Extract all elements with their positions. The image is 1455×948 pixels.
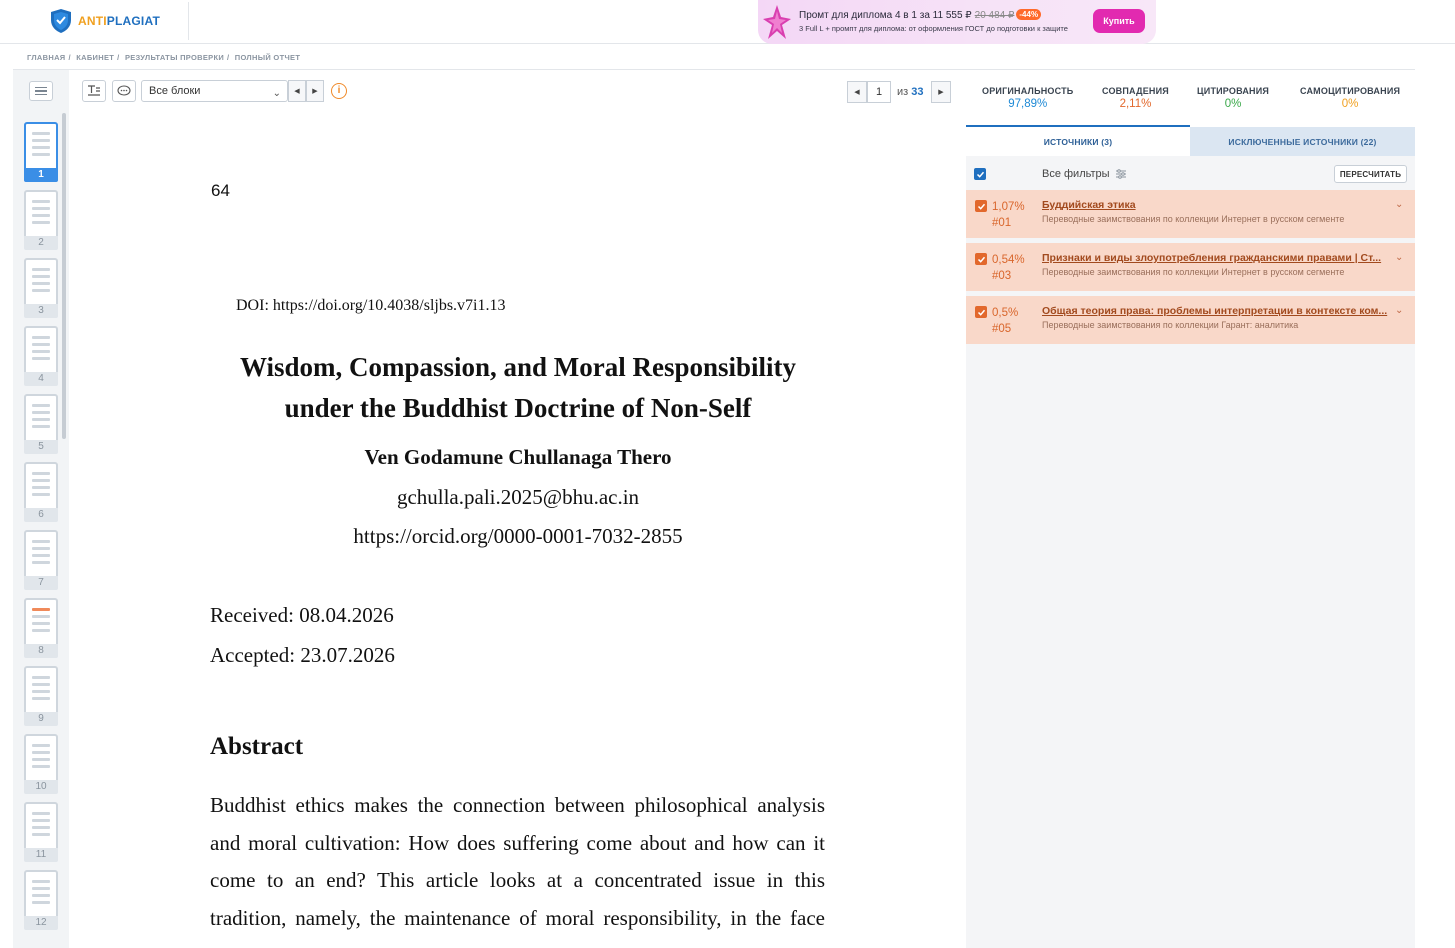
page-thumbnail-number: 10 [24, 780, 58, 794]
page-thumbnail[interactable] [24, 122, 58, 182]
promo-discount-badge: -44% [1016, 9, 1041, 20]
source-percent: 0,5% #05 [992, 307, 1019, 335]
page-thumbnail[interactable] [24, 258, 58, 318]
page-thumbnail-number: 9 [24, 712, 58, 726]
doi: DOI: https://doi.org/10.4038/sljbs.v7i1.13 [236, 297, 506, 314]
page-thumbnail-number: 11 [24, 848, 58, 862]
select-all-checkbox[interactable] [974, 168, 986, 180]
breadcrumb-cabinet[interactable]: КАБИНЕТ [76, 53, 115, 62]
page-thumbnail-number: 8 [24, 644, 58, 658]
citations-value: 0% [1224, 98, 1242, 110]
author-email: gchulla.pali.2025@bhu.ac.in [396, 485, 640, 509]
block-filter-select[interactable] [141, 80, 288, 102]
page-thumbnails-panel [13, 70, 69, 948]
page-thumbnail[interactable] [24, 802, 58, 862]
chevron-down-icon[interactable]: ⌄ [1395, 199, 1404, 210]
chevron-down-icon[interactable]: ⌄ [1395, 305, 1404, 316]
page-number: 64 [211, 181, 230, 200]
info-icon[interactable]: i [331, 83, 347, 99]
shield-logo-icon [50, 8, 72, 34]
promo-title: Промт для диплома 4 в 1 за 11 555 ₽ 20 484 ₽ -44% [799, 9, 1041, 21]
tab-sources[interactable]: ИСТОЧНИКИ (3) [966, 127, 1190, 156]
page-thumbnail[interactable] [24, 530, 58, 590]
abstract-line: tradition, namely, the maintenance of moral responsibility, in the face [210, 905, 825, 930]
page-thumbnail-number: 4 [24, 372, 58, 386]
sources-tabs [966, 127, 1415, 156]
page-thumbnail-number: 12 [24, 916, 58, 930]
breadcrumb: ГЛАВНАЯ / КАБИНЕТ / РЕЗУЛЬТАТЫ ПРОВЕРКИ / ПОЛНЫЙ ОТЧЕТ [27, 53, 301, 62]
abstract-text [210, 787, 825, 937]
block-filter-value: Все блоки [149, 85, 201, 97]
source-percent: 1,07% #01 [992, 201, 1025, 229]
page-thumbnail[interactable] [24, 462, 58, 522]
abstract-line: and moral cultivation: How does suffering come about and how can it [210, 830, 825, 855]
prev-block-button[interactable]: ◀ [288, 80, 306, 102]
source-title-link[interactable]: Признаки и виды злоупотребления гражданскими правами | Ст... [1042, 252, 1382, 264]
antiplagiat-logo[interactable] [50, 6, 160, 36]
abstract-line: come to an end? This article looks at a concentrated issue in this [210, 868, 825, 892]
source-description: Переводные заимствования по коллекции Интернет в русском сегменте [1042, 214, 1345, 224]
check-icon [977, 255, 986, 264]
source-item[interactable] [966, 190, 1415, 238]
page-thumbnail[interactable] [24, 870, 58, 930]
source-id: #01 [992, 217, 1012, 229]
source-id: #03 [992, 270, 1012, 282]
thumbnails-menu-icon[interactable] [29, 81, 53, 101]
text-layer-icon[interactable] [82, 80, 106, 102]
recalculate-button[interactable]: ПЕРЕСЧИТАТЬ [1334, 165, 1407, 183]
filter-sliders-icon [1115, 169, 1127, 179]
source-percent: 0,54% #03 [992, 254, 1025, 282]
comment-icon[interactable] [112, 80, 136, 102]
document-page [70, 115, 960, 948]
star-icon [762, 3, 792, 43]
author-name: Ven Godamune Chullanaga Thero [364, 445, 672, 469]
prev-page-button[interactable]: ◀ [847, 81, 867, 103]
matches-value: 2,11% [1119, 98, 1152, 110]
all-filters-label: Все фильтры [1042, 168, 1110, 180]
received-date: Received: 08.04.2026 [210, 603, 394, 627]
page-thumbnail[interactable] [24, 394, 58, 454]
sources-panel [966, 156, 1415, 948]
source-title-link[interactable]: Общая теория права: проблемы интерпретации в контексте ком... [1042, 305, 1388, 317]
page-thumbnail[interactable] [24, 666, 58, 726]
page-total: из 33 [897, 86, 924, 98]
abstract-line: Buddhist ethics makes the connection between philosophical analysis [210, 793, 825, 817]
citations-stat[interactable]: ЦИТИРОВАНИЯ 0% [1197, 86, 1270, 110]
source-id: #05 [992, 323, 1012, 335]
accepted-date: Accepted: 23.07.2026 [210, 643, 395, 667]
article-title: Wisdom, Compassion, and Moral Responsibility under the Buddhist Doctrine of Non-Self [239, 352, 797, 423]
abstract-heading: Abstract [210, 733, 304, 760]
promo-subtitle: 3 Full L + промпт для диплома: от оформления ГОСТ до подготовки к защите [799, 24, 1068, 33]
top-bar [0, 0, 1455, 44]
promo-banner[interactable] [758, 0, 1156, 44]
originality-value: 97,89% [1008, 98, 1048, 110]
check-icon [976, 170, 985, 179]
logo-text: ANTIPLAGIAT [78, 14, 160, 28]
page-thumbnail[interactable] [24, 598, 58, 658]
breadcrumb-home[interactable]: ГЛАВНАЯ [27, 53, 66, 62]
matches-stat[interactable]: СОВПАДЕНИЯ 2,11% [1102, 86, 1169, 110]
next-page-button[interactable]: ▶ [931, 81, 951, 103]
breadcrumb-full-report: ПОЛНЫЙ ОТЧЕТ [234, 53, 301, 62]
source-item[interactable] [966, 243, 1415, 291]
breadcrumb-results[interactable]: РЕЗУЛЬТАТЫ ПРОВЕРКИ [124, 53, 225, 62]
page-thumbnail-number: 2 [24, 236, 58, 250]
source-description: Переводные заимствования по коллекции Интернет в русском сегменте [1042, 267, 1345, 277]
source-checkbox[interactable] [975, 253, 987, 265]
page-thumbnail-number: 6 [24, 508, 58, 522]
page-thumbnail-number: 1 [24, 168, 58, 182]
author-orcid: https://orcid.org/0000-0001-7032-2855 [353, 524, 683, 548]
self-citations-stat[interactable]: САМОЦИТИРОВАНИЯ 0% [1300, 86, 1401, 110]
check-icon [977, 308, 986, 317]
source-title-link[interactable]: Буддийская этика [1042, 199, 1136, 211]
source-checkbox[interactable] [975, 200, 987, 212]
originality-stat[interactable]: ОРИГИНАЛЬНОСТЬ 97,89% [982, 86, 1074, 110]
chevron-down-icon[interactable]: ⌄ [1395, 252, 1404, 263]
source-description: Переводные заимствования по коллекции Гарант: аналитика [1042, 320, 1299, 330]
page-thumbnail-number: 3 [24, 304, 58, 318]
all-filters-button[interactable] [1042, 168, 1127, 180]
self-citations-value: 0% [1341, 98, 1359, 110]
report-stats [966, 78, 1415, 126]
tab-excluded-sources[interactable]: ИСКЛЮЧЕННЫЕ ИСТОЧНИКИ (22) [1190, 127, 1415, 156]
chevron-down-icon: ⌄ [272, 88, 281, 99]
page-thumbnail[interactable] [24, 326, 58, 386]
next-block-button[interactable]: ▶ [306, 80, 324, 102]
promo-old-price: 20 484 ₽ [974, 10, 1015, 21]
thumbnails-scrollbar[interactable] [62, 113, 66, 439]
breadcrumb-divider [13, 69, 1415, 70]
check-icon [977, 202, 986, 211]
source-item[interactable] [966, 296, 1415, 344]
page-thumbnail-number: 5 [24, 440, 58, 454]
source-checkbox[interactable] [975, 306, 987, 318]
header-divider [188, 2, 189, 40]
page-number-input[interactable]: 1 [867, 81, 891, 103]
page-thumbnail[interactable] [24, 734, 58, 794]
buy-button[interactable]: Купить [1093, 9, 1145, 33]
page-thumbnail[interactable] [24, 190, 58, 250]
page-thumbnail-number: 7 [24, 576, 58, 590]
